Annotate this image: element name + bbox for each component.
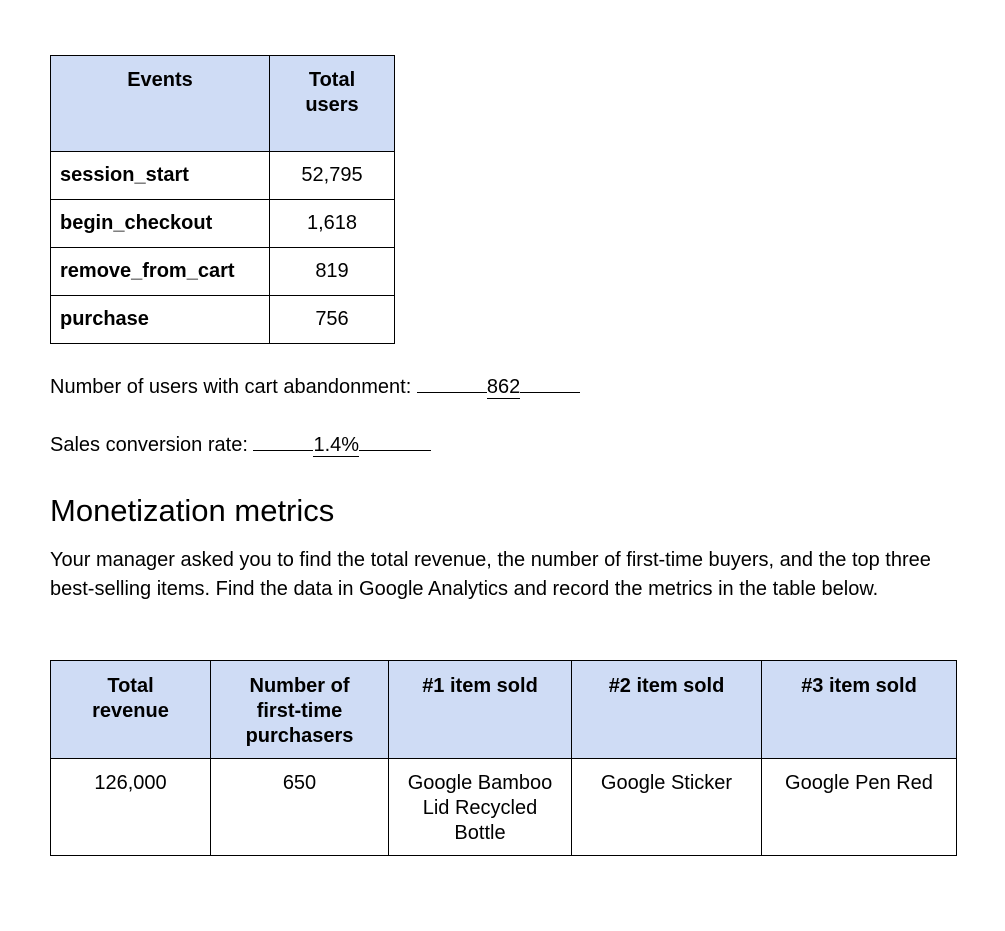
conversion-rate-label: Sales conversion rate: [50, 434, 248, 456]
event-users-cell: 1,618 [270, 200, 395, 248]
section-heading: Monetization metrics [50, 493, 335, 528]
first-time-purchasers-cell: 650 [211, 759, 389, 856]
event-name-cell: purchase [51, 296, 270, 344]
table-row [51, 200, 395, 248]
events-header-total-users-text: Total users [305, 69, 359, 116]
header-first-time-purchasers-text: Number of first-time purchasers [245, 675, 354, 747]
blank-underline [520, 372, 580, 393]
monetization-header-row [51, 661, 957, 759]
blank-underline [359, 430, 431, 451]
header-item-3: #3 item sold [762, 661, 957, 759]
table-row [51, 248, 395, 296]
event-users-cell: 52,795 [270, 152, 395, 200]
events-header-events: Events [51, 56, 270, 152]
events-table [50, 55, 395, 344]
header-item-1: #1 item sold [389, 661, 572, 759]
total-revenue-cell: 126,000 [51, 759, 211, 856]
conversion-rate-line [50, 430, 431, 457]
event-users-cell: 756 [270, 296, 395, 344]
event-name-cell: remove_from_cart [51, 248, 270, 296]
table-row [51, 759, 957, 856]
conversion-rate-value: 1.4% [313, 434, 360, 456]
event-users-cell: 819 [270, 248, 395, 296]
blank-underline [253, 430, 313, 451]
header-item-2: #2 item sold [572, 661, 762, 759]
header-total-revenue-text: Total revenue [92, 675, 169, 722]
header-total-revenue [51, 661, 211, 759]
cart-abandonment-value: 862 [486, 376, 521, 398]
cart-abandonment-line [50, 372, 580, 399]
table-row [51, 152, 395, 200]
event-name-cell: session_start [51, 152, 270, 200]
event-name-cell: begin_checkout [51, 200, 270, 248]
events-header-row [51, 56, 395, 152]
section-paragraph: Your manager asked you to find the total revenue, the number of first-time buyers, and the top three best-selling items. Find the data in Google Analytics and record the metrics in the table below. [50, 549, 931, 600]
item-3-cell: Google Pen Red [762, 759, 957, 856]
monetization-table [50, 660, 957, 856]
item-2-cell: Google Sticker [572, 759, 762, 856]
item-1-cell [389, 759, 572, 856]
table-row [51, 296, 395, 344]
item-1-text: Google Bamboo Lid Recycled Bottle [407, 772, 553, 844]
blank-underline [417, 372, 487, 393]
events-header-total-users [270, 56, 395, 152]
header-first-time-purchasers [211, 661, 389, 759]
cart-abandonment-label: Number of users with cart abandonment: [50, 376, 412, 398]
